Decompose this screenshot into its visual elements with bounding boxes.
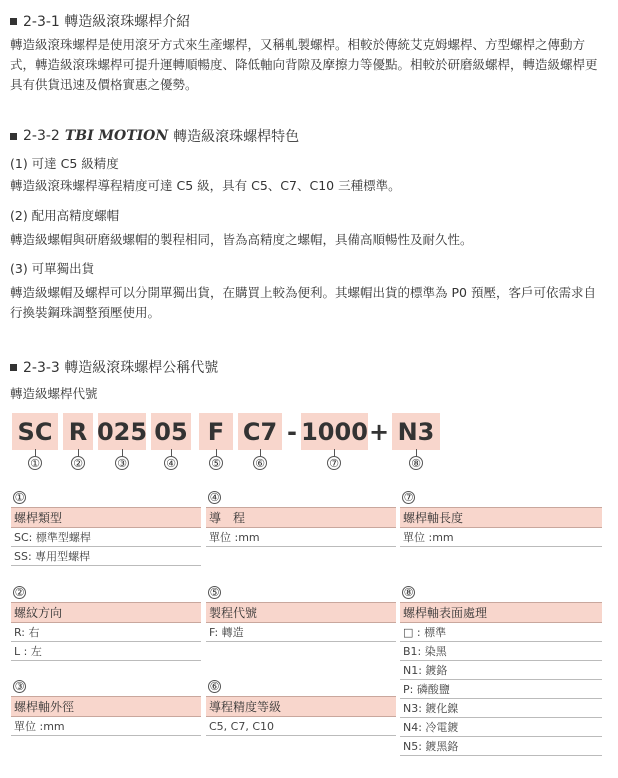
table-row: N3: 鍍化鎳 <box>400 699 602 718</box>
table-shaft-length: ⑦ 螺桿軸長度 單位 :mm <box>400 491 602 547</box>
table-header: 螺桿軸外徑 <box>11 696 201 717</box>
code-separator-plus: + <box>368 417 390 446</box>
table-row: L : 左 <box>11 642 201 661</box>
table-header: 導程精度等級 <box>206 696 396 717</box>
section-title-2-text: 轉造級滾珠螺桿特色 <box>173 129 300 145</box>
marker-1: ① <box>28 456 42 470</box>
section-title-3: 2-3-3 轉造級滾珠螺桿公稱代號 <box>23 360 219 376</box>
table-row: N5: 鍍黑鉻 <box>400 737 602 756</box>
table-thread-direction: ② 螺紋方向 R: 右 L : 左 <box>11 586 201 661</box>
section-heading-3 <box>10 357 218 377</box>
feature-heading-1: (1) 可達 C5 級精度 <box>10 156 119 171</box>
table-header: 導 程 <box>206 507 396 528</box>
table-row: □ : 標準 <box>400 623 602 642</box>
marker-7: ⑦ <box>327 456 341 470</box>
section-title-1: 2-3-1 轉造級滾珠螺桿介紹 <box>23 14 191 30</box>
feature-text-3: 轉造級螺帽及螺桿可以分開單獨出貨，在購買上較為便利。其螺帽出貨的標準為 P0 預壓，客戶可依需求自行換裝鋼珠調整預壓使用。 <box>10 285 596 320</box>
code-box-diameter: 025 <box>98 413 146 450</box>
feature-text-1: 轉造級滾珠螺桿導程精度可達 C5 級，具有 C5、C7、C10 三種標準。 <box>10 178 401 193</box>
code-box-accuracy: C7 <box>238 413 282 450</box>
code-box-length: 1000 <box>301 413 368 450</box>
table-header: 螺桿軸長度 <box>400 507 602 528</box>
code-box-surface: N3 <box>392 413 440 450</box>
marker-8: ⑧ <box>409 456 423 470</box>
marker-3: ③ <box>115 456 129 470</box>
table-row: F: 轉造 <box>206 623 396 642</box>
table-row: R: 右 <box>11 623 201 642</box>
table-row: 單位 :mm <box>206 528 396 547</box>
code-box-lead: 05 <box>151 413 191 450</box>
table-row: B1: 染黑 <box>400 642 602 661</box>
feature-text-2: 轉造級螺帽與研磨級螺帽的製程相同，皆為高精度之螺帽，具備高順暢性及耐久性。 <box>10 232 473 247</box>
table-screw-type: ① 螺桿類型 SC: 標準型螺桿 SS: 專用型螺桿 <box>11 491 201 566</box>
table-outer-diameter: ③ 螺桿軸外徑 單位 :mm <box>11 680 201 736</box>
section-heading-2 <box>10 126 299 146</box>
square-bullet-icon <box>10 133 17 140</box>
marker-4: ④ <box>164 456 178 470</box>
table-lead: ④ 導 程 單位 :mm <box>206 491 396 547</box>
square-bullet-icon <box>10 364 17 371</box>
table-header: 螺紋方向 <box>11 602 201 623</box>
table-header: 螺桿軸表面處理 <box>400 602 602 623</box>
code-box-process: F <box>199 413 233 450</box>
marker-5: ⑤ <box>209 456 223 470</box>
table-row: 單位 :mm <box>400 528 602 547</box>
section-heading-1 <box>10 11 190 31</box>
table-lead-accuracy: ⑥ 導程精度等級 C5, C7, C10 <box>206 680 396 736</box>
marker-6: ⑥ <box>253 456 267 470</box>
marker-2: ② <box>71 456 85 470</box>
code-subtitle: 轉造級螺桿代號 <box>10 386 98 401</box>
table-surface-treatment: ⑧ 螺桿軸表面處理 □ : 標準 B1: 染黑 N1: 鍍鉻 P: 磷酸鹽 N3: 鍍化鎳 N4: 冷電鍍 N5: 鍍黑鉻 <box>400 586 602 756</box>
table-row: SS: 專用型螺桿 <box>11 547 201 566</box>
table-row: N4: 冷電鍍 <box>400 718 602 737</box>
table-row: C5, C7, C10 <box>206 717 396 736</box>
section-title-2-number: 2-3-2 <box>23 128 60 144</box>
code-box-direction: R <box>63 413 93 450</box>
intro-paragraph: 轉造級滾珠螺桿是使用滾牙方式來生產螺桿，又稱軋製螺桿。相較於傳統艾克姆螺桿、方型螺桿之傳動方式，轉造級滾珠螺桿可提升運轉順暢度、降低軸向背隙及摩擦力等優點。相較於研磨級螺桿，轉造級螺桿更具有供貨迅速及價格實惠之優勢。 <box>10 37 598 92</box>
square-bullet-icon <box>10 18 17 25</box>
feature-heading-2: (2) 配用高精度螺帽 <box>10 208 120 223</box>
table-header: 螺桿類型 <box>11 507 201 528</box>
table-row: N1: 鍍鉻 <box>400 661 602 680</box>
code-box-type: SC <box>12 413 58 450</box>
table-process-code: ⑤ 製程代號 F: 轉造 <box>206 586 396 642</box>
brand-name: TBI MOTION <box>64 128 169 144</box>
table-row: 單位 :mm <box>11 717 201 736</box>
table-row: SC: 標準型螺桿 <box>11 528 201 547</box>
code-separator-dash: - <box>287 417 297 446</box>
table-row: P: 磷酸鹽 <box>400 680 602 699</box>
feature-heading-3: (3) 可單獨出貨 <box>10 261 95 276</box>
table-header: 製程代號 <box>206 602 396 623</box>
